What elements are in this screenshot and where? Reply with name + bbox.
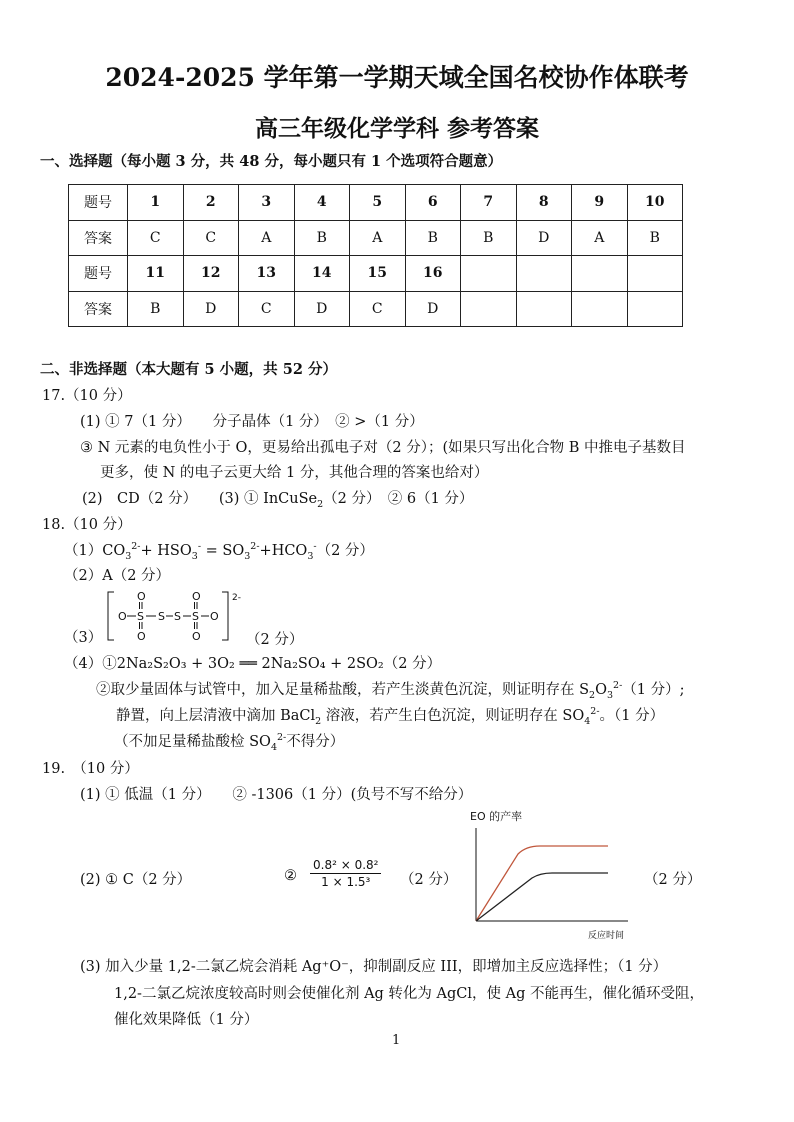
table-cell: 16: [405, 256, 461, 292]
table-cell: 1: [128, 185, 184, 221]
atom-o-right: O: [210, 610, 219, 623]
fraction-denominator: 1 × 1.5³: [321, 875, 371, 889]
atom-o-bottom-2: O: [192, 630, 201, 643]
table-cell: 2: [183, 185, 239, 221]
q18-line-1: $(1)CO_3^{2-}+ HSO_3^- = SO_3^{2-}+HCO_3^-(2$ 分）: [64, 541, 374, 562]
table-cell: A: [239, 220, 295, 256]
table-cell: B: [128, 291, 184, 327]
q17-line-3: 更多，使 N 的电子云更大给 1 分，其他合理的答案也给对）: [100, 465, 489, 481]
section-2-heading: 二、非选择题（本大题有 5 小题，共 52 分）: [40, 361, 337, 378]
table-cell: 14: [294, 256, 350, 292]
table-cell: [461, 291, 517, 327]
table-cell: [516, 291, 572, 327]
curve-black: [476, 873, 608, 921]
table-cell: A: [350, 220, 406, 256]
section-1-heading: 一、选择题（每小题 3 分，共 48 分，每小题只有 1 个选项符合题意）: [40, 153, 503, 170]
q19-line-2-score: （2 分）: [400, 872, 458, 888]
table-cell: C: [183, 220, 239, 256]
table-cell: C: [350, 291, 406, 327]
q19-line-4: 1,2-二氯乙烷浓度较高时则会使催化剂 Ag 转化为 AgCl，使 Ag 不能再生，催化循环受阻，: [114, 986, 704, 1002]
atom-s-3: S: [174, 610, 181, 623]
table-row-header: 答案: [69, 291, 128, 327]
curve-red: [476, 846, 608, 921]
q19-line-2-part1: (2) ① C（2 分）: [80, 872, 192, 888]
atom-s-1: S: [137, 610, 144, 623]
table-row: [69, 256, 683, 292]
title-line-2: 高三年级化学学科 参考答案: [254, 115, 539, 142]
table-cell: B: [405, 220, 461, 256]
table-cell: 5: [350, 185, 406, 221]
table-cell: 11: [128, 256, 184, 292]
q18-line-4: （4）①2Na₂S₂O₃ + 3O₂ ══ 2Na₂SO₄ + 2SO₂（2 分）: [64, 656, 442, 672]
table-cell: [461, 256, 517, 292]
q19-line-2-circle2: ②: [284, 868, 297, 884]
q18-part3-score: （2 分）: [246, 632, 304, 648]
q18-line-7: （不加足量稀盐酸检 $SO_4^{2-}$不得分）: [114, 732, 345, 753]
table-cell: 12: [183, 256, 239, 292]
atom-s-2: S: [158, 610, 165, 623]
q19-line-1: (1) ① 低温（1 分） ② -1306（1 分）(负号不写不给分）: [80, 787, 473, 803]
q18-line-5: ②取少量固体与试管中，加入足量稀盐酸，若产生淡黄色沉淀，则证明存在 $S_2O_3^{2-}(1$ 分）;: [96, 680, 685, 701]
table-cell: C: [128, 220, 184, 256]
table-cell: 4: [294, 185, 350, 221]
answer-table: [68, 184, 683, 327]
q19-graph-score: （2 分）: [644, 872, 702, 888]
table-cell: 10: [627, 185, 683, 221]
q17-line-4: (2) CD（2 分） (3) ① InCuSe$_2$（2 分） ② 6（1 分）: [82, 491, 474, 510]
atom-o-bottom-1: O: [137, 630, 146, 643]
equilibrium-fraction: [310, 858, 381, 889]
table-cell: [572, 291, 628, 327]
atom-o-top-2: O: [192, 590, 201, 603]
q18-line-2: （2）A（2 分）: [64, 568, 171, 584]
table-cell: D: [516, 220, 572, 256]
table-row: [69, 220, 683, 256]
q17-line-1: (1) ① 7（1 分） 分子晶体（1 分） ② >（1 分）: [80, 414, 424, 430]
table-cell: [627, 291, 683, 327]
q18-part3-label: （3）: [64, 630, 103, 646]
q19-heading: 19. （10 分）: [42, 761, 139, 777]
table-cell: A: [572, 220, 628, 256]
graph-y-label: EO 的产率: [470, 810, 523, 823]
atom-o-left: O: [118, 610, 127, 623]
table-cell: 8: [516, 185, 572, 221]
table-cell: C: [239, 291, 295, 327]
q18-line-6: 静置，向上层清液中滴加 BaCl$_2$ 溶液，若产生白色沉淀，则证明存在 $SO_4^{2-}$。（1 分）: [116, 706, 665, 727]
table-cell: 9: [572, 185, 628, 221]
table-cell: [516, 256, 572, 292]
q19-line-5: 催化效果降低（1 分）: [114, 1012, 259, 1028]
q19-line-3: (3) 加入少量 1,2-二氯乙烷会消耗 Ag⁺O⁻，抑制副反应 III，即增加主反应选择性；（1 分）: [80, 959, 668, 975]
table-cell: 7: [461, 185, 517, 221]
table-row: [69, 291, 683, 327]
struct-charge: 2-: [232, 593, 241, 603]
atom-s-4: S: [192, 610, 199, 623]
table-cell: [572, 256, 628, 292]
table-cell: 13: [239, 256, 295, 292]
title-line-1: 2024-2025 学年第一学期天域全国名校协作体联考: [105, 63, 689, 92]
table-row-header: 题号: [69, 185, 128, 221]
table-cell: D: [294, 291, 350, 327]
thiosulfate-structure: [100, 588, 260, 644]
table-cell: B: [627, 220, 683, 256]
table-row-header: 题号: [69, 256, 128, 292]
fraction-numerator: 0.8² × 0.8²: [310, 858, 381, 874]
q18-heading: 18.（10 分）: [42, 517, 132, 533]
table-cell: D: [405, 291, 461, 327]
table-cell: B: [294, 220, 350, 256]
table-cell: D: [183, 291, 239, 327]
q17-heading: 17.（10 分）: [42, 388, 132, 404]
q17-line-2: ③ N 元素的电负性小于 O，更易给出孤电子对（2 分）；(如果只写出化合物 B 中推电子基数目: [80, 440, 686, 456]
atom-o-top-1: O: [137, 590, 146, 603]
graph-x-label: 反应时间: [588, 931, 625, 941]
page-number: 1: [392, 1033, 401, 1048]
table-cell: 3: [239, 185, 295, 221]
eo-yield-graph: [456, 806, 636, 948]
table-cell: B: [461, 220, 517, 256]
table-row: [69, 185, 683, 221]
table-cell: 6: [405, 185, 461, 221]
table-cell: 15: [350, 256, 406, 292]
table-cell: [627, 256, 683, 292]
table-row-header: 答案: [69, 220, 128, 256]
